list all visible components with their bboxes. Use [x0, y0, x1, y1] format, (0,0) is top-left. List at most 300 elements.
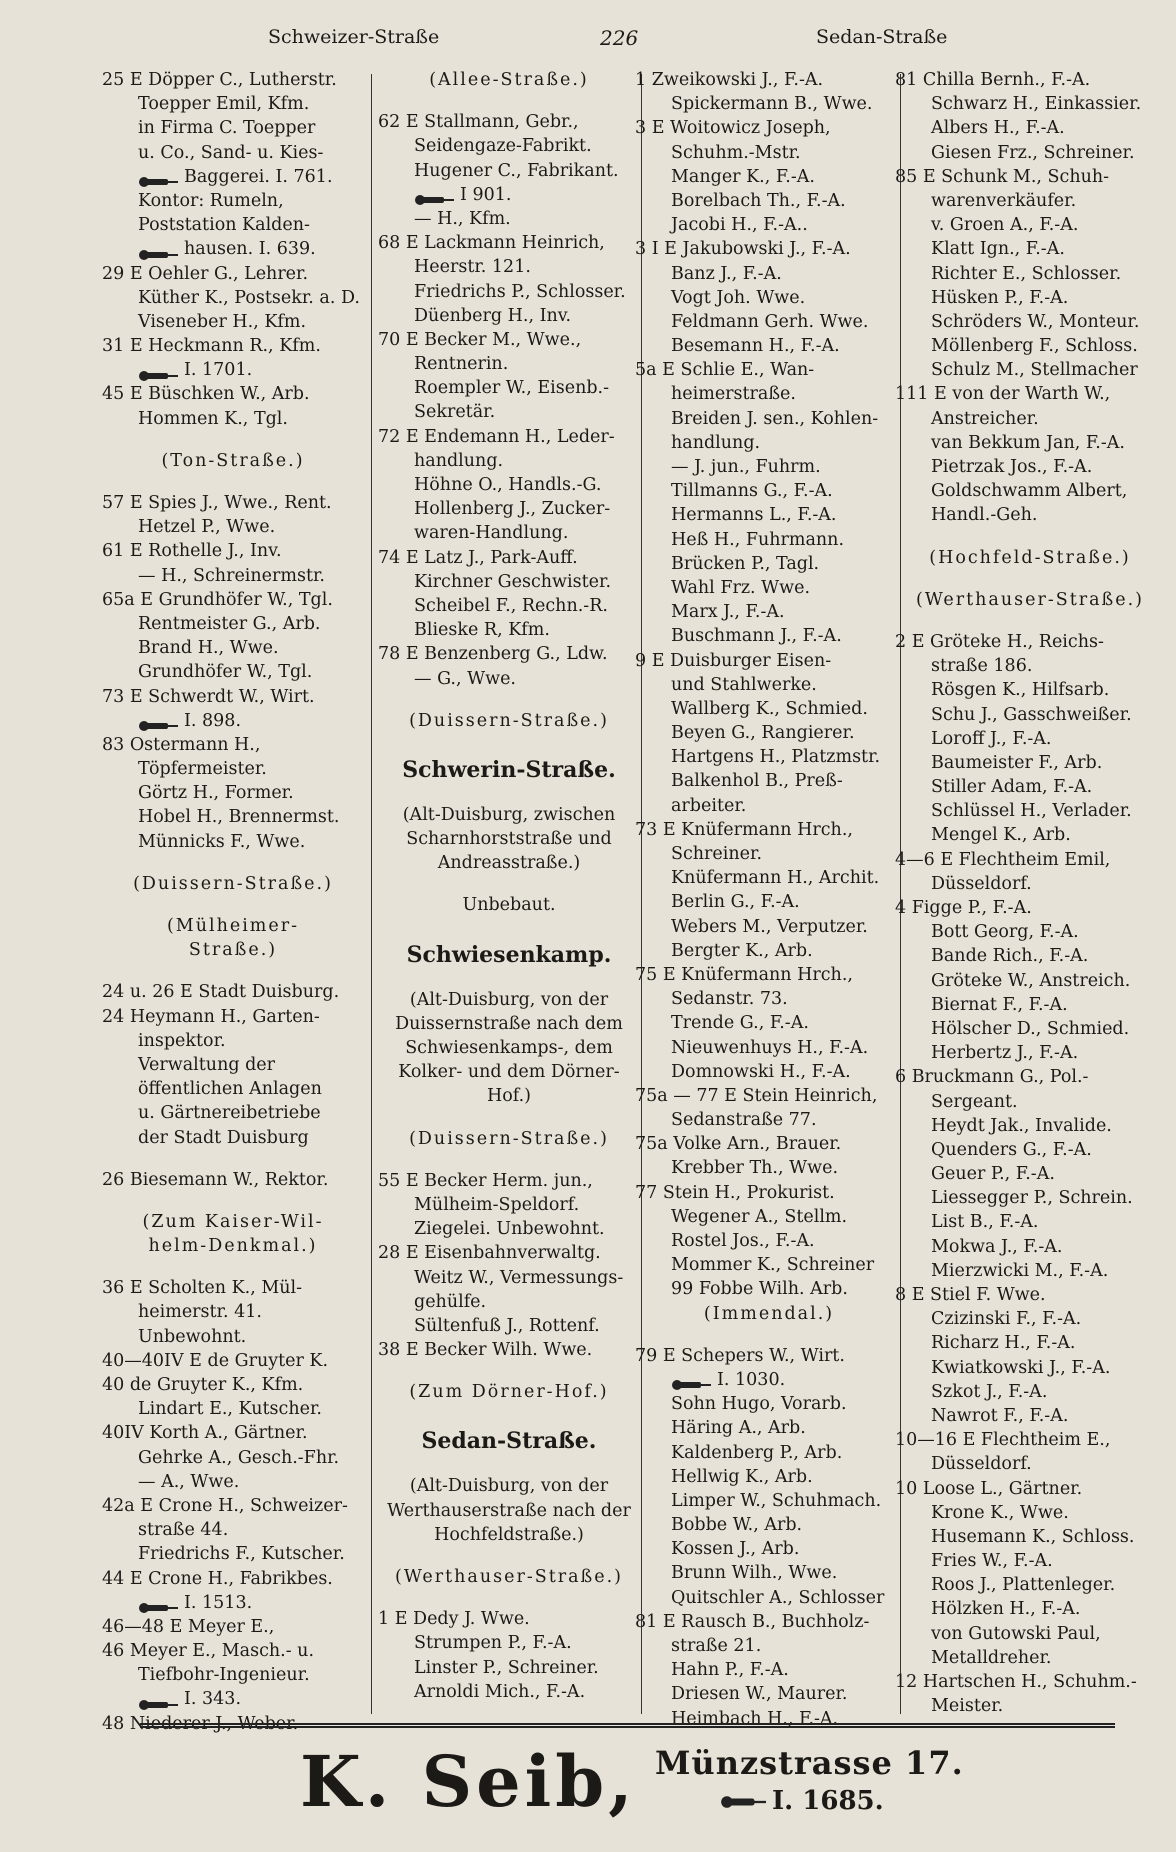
directory-entry: [635, 310, 903, 334]
entry-text: 57 E Spies J., Wwe., Rent.: [102, 493, 332, 513]
entry-text: 48 Niederer J., Weber.: [102, 1713, 299, 1734]
entry-text: handlung.: [671, 432, 761, 453]
entry-text: 44 E Crone H., Fabrikbes.: [102, 1568, 333, 1589]
directory-entry: [635, 1229, 903, 1253]
entry-text: (Ton-Straße.): [161, 450, 305, 471]
entry-text: Trende G., F.-A.: [671, 1013, 809, 1034]
entry-text: 70 E Becker M., Wwe.,: [378, 329, 582, 350]
telephone-icon: [138, 365, 178, 377]
spacer: [378, 733, 640, 751]
directory-entry: [378, 328, 640, 352]
telephone-icon: [138, 171, 178, 183]
spacer: [378, 875, 640, 893]
entry-text: Meister.: [931, 1696, 1004, 1717]
entry-text: Seidengaze-Fabrikt.: [414, 136, 592, 157]
entry-text: Schwerin-Straße.: [402, 756, 616, 783]
directory-entry: [378, 594, 640, 618]
directory-entry: [895, 1477, 1165, 1501]
directory-entry: [378, 449, 640, 473]
cross-street-note: [102, 1210, 364, 1234]
telephone-icon: [414, 189, 454, 201]
entry-text: Schwarz H., Einkassier.: [931, 94, 1142, 115]
directory-entry: [895, 872, 1165, 896]
entry-text: Kirchner Geschwister.: [414, 571, 612, 592]
entry-text: Pietrzak Jos., F.-A.: [931, 457, 1093, 477]
entry-text: Richter E., Schlosser.: [931, 263, 1122, 284]
directory-entry: [895, 799, 1165, 823]
entry-text: 72 E Endemann H., Leder-: [378, 426, 615, 447]
entry-text: 1 E Dedy J. Wwe.: [378, 1609, 530, 1630]
entry-text: inspektor.: [138, 1030, 226, 1051]
spacer: [102, 1258, 364, 1276]
directory-entry: [895, 944, 1165, 968]
entry-text: von Gutowski Paul,: [931, 1623, 1101, 1644]
entry-text: 81 Chilla Bernh., F.-A.: [895, 70, 1091, 90]
entry-text: warenverkäufer.: [931, 190, 1077, 211]
entry-text: Wallberg K., Schmied.: [671, 698, 868, 719]
directory-entry: [895, 896, 1165, 920]
directory-entry: [102, 407, 364, 431]
directory-entry: [102, 1325, 364, 1349]
entry-text: — H., Kfm.: [414, 208, 511, 229]
entry-text: Baggerei. I. 761.: [184, 166, 333, 187]
entry-text: Poststation Kalden-: [138, 215, 310, 236]
directory-entry: [895, 1404, 1165, 1428]
entry-text: 40 de Gruyter K., Kfm.: [102, 1375, 304, 1395]
entry-text: I 901.: [460, 184, 512, 205]
directory-entry: [895, 703, 1165, 727]
directory-entry: [895, 503, 1165, 527]
directory-entry: [635, 92, 903, 116]
directory-entry: [895, 213, 1165, 237]
directory-entry: [378, 546, 640, 570]
entry-text: Hof.): [486, 1086, 532, 1107]
directory-entry: [635, 1108, 903, 1132]
entry-text: Scharnhorststraße und: [406, 829, 612, 850]
spacer: [378, 970, 640, 988]
directory-entry: [895, 1186, 1165, 1210]
entry-text: 1 Zweikowski J., F.-A.: [635, 70, 824, 90]
directory-entry: [635, 116, 903, 140]
entry-text: Verwaltung der: [138, 1054, 276, 1075]
directory-entry: [635, 939, 903, 963]
directory-entry: [378, 667, 640, 691]
entry-text: (Werthauser-Straße.): [916, 589, 1144, 610]
directory-entry: [895, 92, 1165, 116]
directory-entry: [102, 805, 364, 829]
cross-street-note: [378, 1012, 640, 1036]
directory-entry: [895, 1041, 1165, 1065]
cross-street-note: [635, 1302, 903, 1326]
directory-column-2: [378, 68, 640, 1723]
entry-text: Czizinski F., F.-A.: [931, 1309, 1082, 1330]
directory-entry: [895, 727, 1165, 751]
entry-text: 4—6 E Flechtheim Emil,: [895, 849, 1111, 870]
spacer: [378, 1547, 640, 1565]
entry-text: 38 E Becker Wilh. Wwe.: [378, 1340, 593, 1361]
directory-entry: [895, 310, 1165, 334]
directory-entry: [895, 823, 1165, 847]
entry-text: Strumpen P., F.-A.: [414, 1633, 572, 1654]
entry-text: 45 E Büschken W., Arb.: [102, 384, 310, 405]
directory-entry: [635, 1205, 903, 1229]
directory-entry: [635, 1277, 903, 1301]
entry-text: Küther K., Postsekr. a. D.: [138, 287, 360, 308]
entry-text: heimerstraße.: [671, 384, 796, 405]
entry-text: Biernat F., F.-A.: [931, 994, 1068, 1015]
entry-text: — A., Wwe.: [138, 1471, 240, 1492]
directory-entry: [102, 830, 364, 854]
directory-entry: [635, 358, 903, 382]
entry-text: Schlüssel H., Verlader.: [931, 801, 1132, 822]
directory-entry: [895, 1573, 1165, 1597]
directory-entry: [102, 358, 364, 382]
directory-entry: [635, 866, 903, 890]
directory-entry: [102, 1421, 364, 1445]
directory-entry: [635, 479, 903, 503]
entry-text: Breiden J. sen., Kohlen-: [671, 408, 879, 429]
directory-entry: [102, 612, 364, 636]
entry-text: 85 E Schunk M., Schuh-: [895, 166, 1110, 187]
cross-street-note: [378, 827, 640, 851]
entry-text: Duissernstraße nach dem: [395, 1013, 623, 1034]
directory-entry: [895, 1331, 1165, 1355]
entry-text: Anstreicher.: [931, 408, 1039, 429]
directory-entry: [635, 1561, 903, 1585]
directory-entry: [378, 255, 640, 279]
cross-street-note: [378, 1060, 640, 1084]
directory-entry: [635, 189, 903, 213]
entry-text: Sedanstraße 77.: [671, 1110, 817, 1131]
spacer: [102, 962, 364, 980]
directory-entry: [102, 141, 364, 165]
directory-entry: [895, 678, 1165, 702]
entry-text: Düsseldorf.: [931, 873, 1032, 894]
entry-text: Roempler W., Eisenb.-: [414, 378, 610, 399]
directory-entry: [635, 141, 903, 165]
entry-text: 46—48 E Meyer E.,: [102, 1616, 275, 1637]
cross-street-note: [378, 803, 640, 827]
entry-text: — J. jun., Fuhrm.: [671, 457, 821, 477]
entry-text: Husemann K., Schloss.: [931, 1526, 1135, 1547]
entry-text: Münnicks F., Wwe.: [138, 831, 306, 852]
entry-text: I. 898.: [184, 710, 242, 731]
entry-text: van Bekkum Jan, F.-A.: [931, 432, 1125, 453]
directory-entry: [895, 1525, 1165, 1549]
entry-text: Hetzel P., Wwe.: [138, 517, 276, 538]
entry-text: handlung.: [414, 450, 504, 471]
directory-entry: [102, 733, 364, 757]
directory-entry: [635, 237, 903, 261]
entry-text: Heimbach H., F.-A.: [671, 1708, 839, 1729]
directory-entry: [895, 68, 1165, 92]
entry-text: Hobel H., Brennermst.: [138, 807, 340, 828]
directory-entry: [895, 751, 1165, 775]
entry-text: Kwiatkowski J., F.-A.: [931, 1357, 1111, 1378]
entry-text: Nieuwenhuys H., F.-A.: [671, 1037, 869, 1058]
entry-text: Viseneber H., Kfm.: [138, 311, 307, 332]
entry-text: 73 E Knüfermann Hrch.,: [635, 819, 853, 840]
entry-text: Sedan-Straße.: [421, 1428, 597, 1455]
directory-entry: [895, 1549, 1165, 1573]
cross-street-note: [102, 914, 364, 938]
entry-text: 73 E Schwerdt W., Wirt.: [102, 686, 315, 707]
entry-text: 28 E Eisenbahnverwaltg.: [378, 1243, 601, 1264]
directory-entry: [895, 1694, 1165, 1718]
entry-text: Rentnerin.: [414, 354, 509, 375]
entry-text: 83 Ostermann H.,: [102, 734, 261, 755]
directory-entry: [102, 286, 364, 310]
directory-column-1: [102, 68, 364, 1734]
directory-column-4: [895, 68, 1165, 1723]
entry-text: Höhne O., Handls.-G.: [414, 475, 602, 495]
spacer: [378, 1456, 640, 1474]
directory-entry: [635, 1658, 903, 1682]
directory-entry: [895, 1622, 1165, 1646]
directory-entry: [102, 310, 364, 334]
directory-entry: [635, 745, 903, 769]
entry-text: Düsseldorf.: [931, 1454, 1032, 1475]
directory-entry: [102, 1446, 364, 1470]
spacer: [102, 473, 364, 491]
directory-entry: [102, 1470, 364, 1494]
entry-text: (Immendal.): [703, 1303, 835, 1324]
cross-street-note: [378, 709, 640, 733]
entry-text: heimerstr. 41.: [138, 1302, 262, 1323]
directory-entry: [102, 1053, 364, 1077]
directory-entry: [378, 1338, 640, 1362]
entry-text: Driesen W., Maurer.: [671, 1684, 848, 1705]
directory-entry: [102, 781, 364, 805]
spacer: [378, 1109, 640, 1127]
advertisement-name: K. Seib,: [300, 1740, 637, 1823]
entry-text: Straße.): [188, 940, 278, 961]
entry-text: und Stahlwerke.: [671, 674, 817, 695]
entry-text: Gehrke A., Gesch.-Fhr.: [138, 1447, 340, 1468]
entry-text: Hommen K., Tgl.: [138, 408, 288, 429]
directory-entry: [102, 1168, 364, 1192]
entry-text: 3 I E Jakubowski J., F.-A.: [635, 239, 851, 260]
telephone-icon: [138, 1694, 178, 1706]
entry-text: Schulz M., Stellmacher: [931, 360, 1138, 381]
entry-text: Unbebaut.: [462, 895, 556, 916]
directory-entry: [895, 1380, 1165, 1404]
header-right-street: Sedan-Straße: [816, 26, 948, 48]
entry-text: Wegener A., Stellm.: [671, 1206, 848, 1227]
directory-entry: [895, 775, 1165, 799]
directory-entry: [895, 262, 1165, 286]
entry-text: 77 Stein H., Prokurist.: [635, 1182, 835, 1203]
entry-text: Beyen G., Rangierer.: [671, 723, 855, 744]
directory-entry: [102, 1373, 364, 1397]
directory-entry: [895, 334, 1165, 358]
entry-text: Friedrichs F., Kutscher.: [138, 1544, 345, 1565]
directory-entry: [635, 334, 903, 358]
entry-text: 36 E Scholten K., Mül-: [102, 1278, 303, 1299]
directory-entry: [895, 848, 1165, 872]
directory-entry: [102, 636, 364, 660]
directory-entry: [378, 425, 640, 449]
entry-text: 8 E Stiel F. Wwe.: [895, 1285, 1046, 1305]
entry-text: Mengel K., Arb.: [931, 825, 1071, 846]
footer-rule: [140, 1723, 1115, 1728]
directory-entry: [895, 1501, 1165, 1525]
page-header: [0, 18, 1176, 58]
entry-text: — H., Schreinermstr.: [138, 565, 325, 586]
street-heading: [378, 936, 640, 970]
directory-entry: [895, 654, 1165, 678]
directory-entry: [102, 491, 364, 515]
entry-text: Rösgen K., Hilfsarb.: [931, 680, 1110, 701]
entry-text: Loroff J., F.-A.: [931, 728, 1052, 749]
directory-entry: [635, 649, 903, 673]
directory-entry: [635, 1465, 903, 1489]
entry-text: Sekretär.: [414, 402, 496, 423]
entry-text: Marx J., F.-A.: [671, 602, 785, 623]
entry-text: Hartgens H., Platzmstr.: [671, 747, 881, 768]
entry-text: 68 E Lackmann Heinrich,: [378, 233, 605, 254]
entry-text: I. 343.: [184, 1689, 242, 1710]
directory-entry: [635, 286, 903, 310]
entry-text: 79 E Schepers W., Wirt.: [635, 1345, 845, 1366]
directory-entry: [895, 1138, 1165, 1162]
directory-entry: [635, 503, 903, 527]
cross-street-note: [378, 1499, 640, 1523]
entry-text: Werthauserstraße nach der: [387, 1500, 631, 1521]
directory-entry: [378, 1631, 640, 1655]
directory-entry: [635, 842, 903, 866]
directory-entry: [378, 1680, 640, 1704]
entry-text: I. 1030.: [717, 1369, 786, 1390]
entry-text: Sohn Hugo, Vorarb.: [671, 1394, 847, 1415]
directory-entry: [102, 709, 364, 733]
entry-text: Brücken P., Tagl.: [671, 553, 820, 574]
directory-entry: [635, 915, 903, 939]
entry-text: Töpfermeister.: [138, 759, 267, 780]
entry-text: Spickermann B., Wwe.: [671, 94, 873, 115]
directory-entry: [635, 721, 903, 745]
directory-entry: [102, 1663, 364, 1687]
entry-text: Sedanstr. 73.: [671, 989, 788, 1010]
entry-text: öffentlichen Anlagen: [138, 1079, 322, 1100]
cross-street-note: [895, 588, 1165, 612]
entry-text: 40IV Korth A., Gärtner.: [102, 1423, 308, 1444]
directory-entry: [102, 980, 364, 1004]
directory-entry: [895, 1646, 1165, 1670]
entry-text: Düenberg H., Inv.: [414, 305, 572, 326]
entry-text: Ziegelei. Unbewohnt.: [414, 1219, 605, 1240]
entry-text: der Stadt Duisburg: [138, 1127, 309, 1148]
telephone-icon: [138, 715, 178, 727]
spacer: [895, 612, 1165, 630]
entry-text: 4 Figge P., F.-A.: [895, 898, 1032, 918]
entry-text: Bott Georg, F.-A.: [931, 922, 1079, 943]
entry-text: 61 E Rothelle J., Inv.: [102, 541, 282, 562]
directory-entry: [635, 769, 903, 793]
entry-text: 111 E von der Warth W.,: [895, 384, 1111, 405]
directory-entry: [635, 600, 903, 624]
entry-text: Häring A., Arb.: [671, 1418, 806, 1439]
directory-entry: [635, 794, 903, 818]
directory-entry: [378, 1607, 640, 1631]
directory-entry: [635, 1513, 903, 1537]
directory-entry: [895, 1597, 1165, 1621]
directory-entry: [635, 1682, 903, 1706]
entry-text: Limper W., Schuhmach.: [671, 1490, 882, 1511]
directory-entry: [895, 1210, 1165, 1234]
entry-text: Arnoldi Mich., F.-A.: [414, 1681, 586, 1702]
directory-entry: [635, 382, 903, 406]
spacer: [378, 1404, 640, 1422]
entry-text: waren-Handlung.: [414, 523, 569, 544]
entry-text: Blieske R, Kfm.: [414, 620, 550, 641]
entry-text: Besemann H., F.-A.: [671, 336, 840, 357]
entry-text: (Duissern-Straße.): [409, 710, 609, 731]
directory-entry: [635, 1489, 903, 1513]
directory-entry: [102, 1005, 364, 1029]
entry-text: Schu J., Gasschweißer.: [931, 704, 1132, 725]
entry-text: Geuer P., F.-A.: [931, 1164, 1055, 1185]
entry-text: Szkot J., F.-A.: [931, 1381, 1048, 1402]
entry-text: Jacobi H., F.-A..: [671, 215, 808, 236]
entry-text: 99 Fobbe Wilh. Arb.: [671, 1279, 848, 1300]
entry-text: Bergter K., Arb.: [671, 940, 813, 961]
entry-text: (Duissern-Straße.): [133, 873, 333, 894]
entry-text: 78 E Benzenberg G., Ldw.: [378, 644, 608, 665]
entry-text: 3 E Woitowicz Joseph,: [635, 118, 831, 139]
entry-text: 81 E Rausch B., Buchholz-: [635, 1611, 870, 1632]
entry-text: Banz J., F.-A.: [671, 263, 782, 284]
directory-entry: [102, 1567, 364, 1591]
directory-entry: [378, 1169, 640, 1193]
entry-text: Friedrichs P., Schlosser.: [414, 281, 626, 302]
entry-text: u. Gärtnereibetriebe: [138, 1103, 321, 1124]
entry-text: Bobbe W., Arb.: [671, 1515, 803, 1536]
directory-entry: [895, 1235, 1165, 1259]
entry-text: Brand H., Wwe.: [138, 638, 279, 659]
directory-entry: [635, 1084, 903, 1108]
directory-entry: [635, 1036, 903, 1060]
directory-entry: [102, 1300, 364, 1324]
entry-text: Manger K., F.-A.: [671, 166, 815, 187]
entry-text: 24 Heymann H., Garten-: [102, 1006, 320, 1027]
entry-text: straße 186.: [931, 656, 1033, 677]
spacer: [378, 92, 640, 110]
directory-entry: [102, 1518, 364, 1542]
entry-text: Linster P., Schreiner.: [414, 1657, 599, 1678]
entry-text: 75a Volke Arn., Brauer.: [635, 1134, 842, 1155]
directory-entry: [895, 358, 1165, 382]
directory-entry: [102, 1101, 364, 1125]
entry-text: straße 21.: [671, 1636, 762, 1656]
entry-text: 29 E Oehler G., Lehrer.: [102, 263, 309, 284]
spacer: [102, 854, 364, 872]
directory-entry: [102, 1542, 364, 1566]
directory-entry: [635, 673, 903, 697]
directory-entry: [895, 141, 1165, 165]
directory-entry: [895, 969, 1165, 993]
entry-text: (Zum Dörner-Hof.): [409, 1382, 609, 1403]
entry-text: (Mülheimer-: [166, 916, 300, 936]
directory-entry: [378, 1656, 640, 1680]
entry-text: Schuhm.-Mstr.: [671, 142, 801, 163]
directory-entry: [378, 1314, 640, 1338]
directory-entry: [102, 1615, 364, 1639]
telephone-icon: [138, 244, 178, 256]
directory-entry: [895, 630, 1165, 654]
entry-text: in Firma C. Toepper: [138, 118, 316, 139]
directory-entry: [635, 1537, 903, 1561]
